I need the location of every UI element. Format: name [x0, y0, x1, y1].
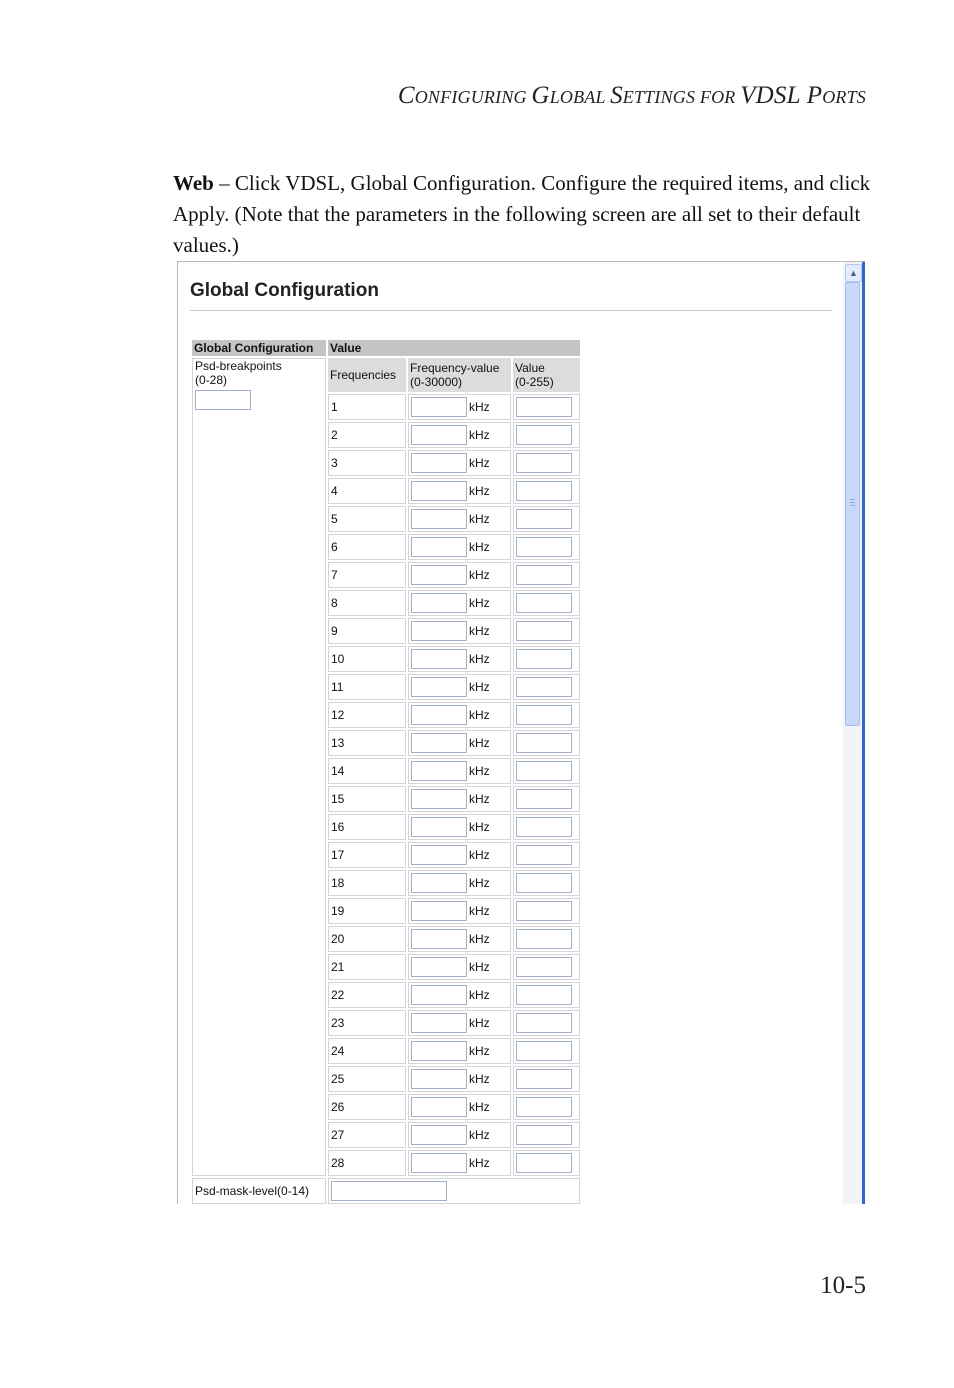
value-cell [513, 1094, 580, 1120]
khz-unit-label: kHz [469, 400, 490, 414]
value-input[interactable] [516, 929, 572, 949]
value-input[interactable] [516, 425, 572, 445]
value-input[interactable] [516, 873, 572, 893]
khz-unit-label: kHz [469, 1128, 490, 1142]
frequency-value-input[interactable] [411, 873, 467, 893]
value-input[interactable] [516, 1153, 572, 1173]
vertical-scrollbar[interactable] [843, 262, 865, 1204]
khz-unit-label: kHz [469, 708, 490, 722]
value-cell [513, 842, 580, 868]
value-cell [513, 618, 580, 644]
value-input[interactable] [516, 397, 572, 417]
subheader-frequencies: Frequencies [328, 358, 406, 392]
khz-unit-label: kHz [469, 876, 490, 890]
frequency-value-input[interactable] [411, 845, 467, 865]
psd-breakpoints-label: Psd-breakpoints [195, 359, 282, 373]
grip-line-icon [850, 499, 855, 500]
value-input[interactable] [516, 761, 572, 781]
frequency-value-cell [408, 758, 511, 784]
frequency-value-input[interactable] [411, 397, 467, 417]
value-cell [513, 870, 580, 896]
frequency-value-cell [408, 954, 511, 980]
value-input[interactable] [516, 817, 572, 837]
value-input[interactable] [516, 1097, 572, 1117]
value-cell [513, 1010, 580, 1036]
khz-unit-label: kHz [469, 680, 490, 694]
psd-mask-level-cell [328, 1178, 580, 1204]
running-header-part: G [531, 82, 550, 109]
khz-unit-label: kHz [469, 652, 490, 666]
value-cell [513, 674, 580, 700]
frequency-value-cell [408, 562, 511, 588]
value-cell [513, 898, 580, 924]
khz-unit-label: kHz [469, 1156, 490, 1170]
khz-unit-label: kHz [469, 792, 490, 806]
frequency-value-input[interactable] [411, 985, 467, 1005]
frequency-value-cell [408, 702, 511, 728]
khz-unit-label: kHz [469, 428, 490, 442]
value-input[interactable] [516, 593, 572, 613]
value-input[interactable] [516, 845, 572, 865]
khz-unit-label: kHz [469, 988, 490, 1002]
frequency-index: 13 [328, 730, 406, 756]
frequency-value-cell [408, 534, 511, 560]
value-input[interactable] [516, 649, 572, 669]
value-cell [513, 422, 580, 448]
frequency-index: 3 [328, 450, 406, 476]
frequency-value-input[interactable] [411, 593, 467, 613]
value-input[interactable] [516, 789, 572, 809]
subheader-value-label: Value [515, 361, 545, 375]
value-cell [513, 450, 580, 476]
frequency-value-cell [408, 506, 511, 532]
running-header-part: S [610, 82, 623, 109]
scrollbar-thumb[interactable] [845, 282, 860, 726]
frequency-index: 12 [328, 702, 406, 728]
frequency-value-input[interactable] [411, 509, 467, 529]
frequency-index: 14 [328, 758, 406, 784]
frequency-value-cell [408, 1010, 511, 1036]
frequency-index: 17 [328, 842, 406, 868]
value-input[interactable] [516, 901, 572, 921]
frequency-index: 10 [328, 646, 406, 672]
khz-unit-label: kHz [469, 540, 490, 554]
value-cell [513, 926, 580, 952]
frequency-value-cell [408, 674, 511, 700]
frequency-value-cell [408, 786, 511, 812]
khz-unit-label: kHz [469, 596, 490, 610]
frequency-value-input[interactable] [411, 1153, 467, 1173]
khz-unit-label: kHz [469, 484, 490, 498]
frequency-value-cell [408, 982, 511, 1008]
psd-breakpoints-cell [192, 358, 326, 1176]
khz-unit-label: kHz [469, 960, 490, 974]
frequency-value-input[interactable] [411, 1041, 467, 1061]
value-input[interactable] [516, 453, 572, 473]
frequency-index: 15 [328, 786, 406, 812]
subheader-value [513, 358, 580, 392]
frequency-index: 24 [328, 1038, 406, 1064]
running-header-part: VDSL P [740, 82, 823, 109]
frequency-index: 21 [328, 954, 406, 980]
frequency-index: 1 [328, 394, 406, 420]
value-cell [513, 982, 580, 1008]
frequency-value-cell [408, 1094, 511, 1120]
value-input[interactable] [516, 565, 572, 585]
khz-unit-label: kHz [469, 1100, 490, 1114]
page-title: Global Configuration [190, 280, 379, 301]
frequency-value-cell [408, 478, 511, 504]
frequency-value-input[interactable] [411, 1125, 467, 1145]
khz-unit-label: kHz [469, 624, 490, 638]
value-input[interactable] [516, 537, 572, 557]
grip-line-icon [850, 505, 855, 506]
frequency-value-cell [408, 1150, 511, 1176]
frequency-index: 2 [328, 422, 406, 448]
running-header [398, 82, 866, 110]
khz-unit-label: kHz [469, 932, 490, 946]
frequency-index: 25 [328, 1066, 406, 1092]
frequency-index: 8 [328, 590, 406, 616]
frequency-index: 26 [328, 1094, 406, 1120]
frequency-value-cell [408, 394, 511, 420]
subheader-frequency-value-range: (0-30000) [410, 375, 463, 389]
psd-mask-level-input[interactable] [331, 1181, 447, 1201]
frequency-index: 11 [328, 674, 406, 700]
value-cell [513, 786, 580, 812]
frequency-index: 9 [328, 618, 406, 644]
frequency-index: 6 [328, 534, 406, 560]
value-cell [513, 646, 580, 672]
frequency-value-input[interactable] [411, 565, 467, 585]
value-input[interactable] [516, 621, 572, 641]
value-cell [513, 534, 580, 560]
running-header-part: ETTINGS FOR [622, 87, 741, 107]
khz-unit-label: kHz [469, 568, 490, 582]
psd-breakpoints-range: (0-28) [195, 373, 228, 387]
value-input[interactable] [516, 1041, 572, 1061]
frequency-index: 23 [328, 1010, 406, 1036]
frequency-value-cell [408, 1038, 511, 1064]
running-header-part: LOBAL [549, 87, 611, 107]
frequency-index: 27 [328, 1122, 406, 1148]
value-cell [513, 1150, 580, 1176]
value-input[interactable] [516, 1125, 572, 1145]
value-cell [513, 562, 580, 588]
intro-paragraph [173, 168, 873, 261]
frequency-value-input[interactable] [411, 453, 467, 473]
frequency-value-cell [408, 730, 511, 756]
value-input[interactable] [516, 1069, 572, 1089]
psd-breakpoints-input[interactable] [195, 390, 251, 410]
header-value: Value [328, 340, 580, 356]
frequency-index: 5 [328, 506, 406, 532]
intro-bold-lead: Web [173, 171, 214, 195]
title-divider [190, 310, 832, 311]
khz-unit-label: kHz [469, 512, 490, 526]
frequency-value-input[interactable] [411, 733, 467, 753]
khz-unit-label: kHz [469, 820, 490, 834]
sub-header-row [192, 358, 580, 392]
khz-unit-label: kHz [469, 1016, 490, 1030]
frequency-value-input[interactable] [411, 957, 467, 977]
psd-mask-level-row [192, 1178, 580, 1204]
frequency-value-input[interactable] [411, 705, 467, 725]
subheader-frequency-value [408, 358, 511, 392]
frequency-index: 18 [328, 870, 406, 896]
subheader-value-range: (0-255) [515, 375, 554, 389]
grip-line-icon [850, 502, 855, 503]
value-cell [513, 1038, 580, 1064]
frequency-value-input[interactable] [411, 621, 467, 641]
value-cell [513, 478, 580, 504]
intro-text: – Click VDSL, Global Configuration. Configure the required items, and click Apply. (Note that the parameters in the following screen are all set to their default values.) [173, 171, 871, 257]
frequency-value-input[interactable] [411, 1013, 467, 1033]
frequency-value-input[interactable] [411, 929, 467, 949]
frequency-value-input[interactable] [411, 537, 467, 557]
frequency-value-cell [408, 926, 511, 952]
khz-unit-label: kHz [469, 764, 490, 778]
frequency-value-input[interactable] [411, 901, 467, 921]
frequency-index: 22 [328, 982, 406, 1008]
frequency-value-cell [408, 814, 511, 840]
table-header-row [192, 340, 580, 356]
value-cell [513, 954, 580, 980]
value-input[interactable] [516, 957, 572, 977]
global-config-table [190, 338, 582, 1204]
value-input[interactable] [516, 733, 572, 753]
value-cell [513, 730, 580, 756]
value-cell [513, 506, 580, 532]
frequency-value-cell [408, 898, 511, 924]
frequency-value-input[interactable] [411, 425, 467, 445]
khz-unit-label: kHz [469, 736, 490, 750]
frequency-index: 20 [328, 926, 406, 952]
frequency-value-cell [408, 618, 511, 644]
khz-unit-label: kHz [469, 1044, 490, 1058]
frequency-value-cell [408, 870, 511, 896]
khz-unit-label: kHz [469, 1072, 490, 1086]
value-cell [513, 590, 580, 616]
khz-unit-label: kHz [469, 456, 490, 470]
running-header-part: ONFIGURING [414, 87, 532, 107]
value-cell [513, 1066, 580, 1092]
frequency-value-input[interactable] [411, 481, 467, 501]
value-cell [513, 702, 580, 728]
value-cell [513, 814, 580, 840]
frequency-value-input[interactable] [411, 789, 467, 809]
frequency-index: 16 [328, 814, 406, 840]
frequency-index: 28 [328, 1150, 406, 1176]
khz-unit-label: kHz [469, 904, 490, 918]
frequency-value-cell [408, 1066, 511, 1092]
value-cell [513, 758, 580, 784]
frequency-index: 7 [328, 562, 406, 588]
value-input[interactable] [516, 509, 572, 529]
subheader-frequency-value-label: Frequency-value [410, 361, 500, 375]
frequency-value-cell [408, 422, 511, 448]
psd-mask-level-label: Psd-mask-level(0-14) [192, 1178, 326, 1204]
frequency-value-input[interactable] [411, 761, 467, 781]
frequency-index: 19 [328, 898, 406, 924]
header-global-configuration: Global Configuration [192, 340, 326, 356]
frequency-value-cell [408, 590, 511, 616]
frequency-value-cell [408, 646, 511, 672]
value-input[interactable] [516, 677, 572, 697]
scroll-up-arrow-icon[interactable]: ▲ [845, 264, 862, 282]
value-cell [513, 394, 580, 420]
frequency-value-input[interactable] [411, 817, 467, 837]
frequency-value-input[interactable] [411, 649, 467, 669]
running-header-part: C [397, 82, 415, 109]
running-header-part: ORTS [822, 87, 866, 107]
frequency-value-input[interactable] [411, 1069, 467, 1089]
value-input[interactable] [516, 481, 572, 501]
value-input[interactable] [516, 705, 572, 725]
frequency-value-cell [408, 842, 511, 868]
value-input[interactable] [516, 985, 572, 1005]
frequency-value-input[interactable] [411, 1097, 467, 1117]
frequency-value-cell [408, 1122, 511, 1148]
value-cell [513, 1122, 580, 1148]
frequency-value-cell [408, 450, 511, 476]
frequency-index: 4 [328, 478, 406, 504]
khz-unit-label: kHz [469, 848, 490, 862]
value-input[interactable] [516, 1013, 572, 1033]
screenshot-window [177, 261, 865, 1204]
frequency-value-input[interactable] [411, 677, 467, 697]
page-number: 10-5 [820, 1272, 866, 1299]
